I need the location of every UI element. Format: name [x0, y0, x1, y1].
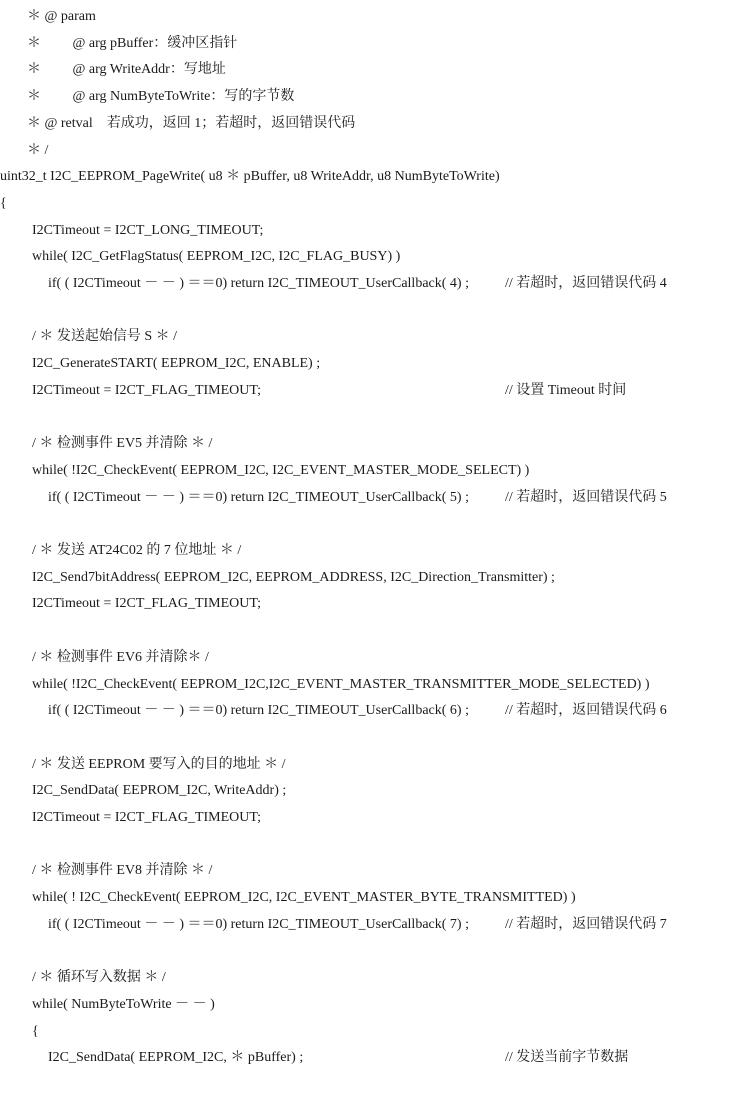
code-comment: // 若超时，返回错误代码 4 — [505, 276, 667, 291]
code-line: / ＊ 发送 EEPROM 要写入的目的地址 ＊ / — [32, 757, 286, 772]
code-line: ＊ @ arg pBuffer：缓冲区指针 — [20, 36, 238, 51]
code-line: while( !I2C_CheckEvent( EEPROM_I2C, I2C_EVENT_MASTER_MODE_SELECT) ) — [32, 463, 530, 478]
code-line: while( NumByteToWrite － － ) — [32, 997, 215, 1012]
code-line: ＊ @ arg WriteAddr：写地址 — [20, 62, 226, 77]
code-line: I2C_SendData( EEPROM_I2C, ＊ pBuffer) ; — [48, 1050, 304, 1065]
code-line: / ＊ 发送起始信号 S ＊ / — [32, 329, 178, 344]
code-line: while( ! I2C_CheckEvent( EEPROM_I2C, I2C_EVENT_MASTER_BYTE_TRANSMITTED) ) — [32, 890, 576, 905]
code-line: ＊ @ param — [20, 9, 96, 24]
code-line: { — [0, 196, 7, 211]
code-line: I2C_GenerateSTART( EEPROM_I2C, ENABLE) ; — [32, 356, 321, 371]
code-line: if( ( I2CTimeout － － ) ＝＝0) return I2C_TIMEOUT_UserCallback( 4) ; — [48, 276, 469, 291]
code-line: while( !I2C_CheckEvent( EEPROM_I2C,I2C_EVENT_MASTER_TRANSMITTER_MODE_SELECTED) ) — [32, 677, 650, 692]
code-comment: // 设置 Timeout 时间 — [505, 383, 627, 398]
code-line: while( I2C_GetFlagStatus( EEPROM_I2C, I2C_FLAG_BUSY) ) — [32, 249, 401, 264]
code-line: uint32_t I2C_EEPROM_PageWrite( u8 ＊ pBuffer, u8 WriteAddr, u8 NumByteToWrite) — [0, 169, 500, 184]
code-comment: // 若超时，返回错误代码 6 — [505, 703, 667, 718]
code-line: if( ( I2CTimeout － － ) ＝＝0) return I2C_TIMEOUT_UserCallback( 5) ; — [48, 490, 469, 505]
code-comment: // 发送当前字节数据 — [505, 1050, 629, 1065]
code-line: I2CTimeout = I2CT_FLAG_TIMEOUT; — [32, 810, 262, 825]
code-line: I2CTimeout = I2CT_FLAG_TIMEOUT; — [32, 383, 262, 398]
code-line: I2C_SendData( EEPROM_I2C, WriteAddr) ; — [32, 783, 287, 798]
code-line: if( ( I2CTimeout － － ) ＝＝0) return I2C_TIMEOUT_UserCallback( 6) ; — [48, 703, 469, 718]
code-line: if( ( I2CTimeout － － ) ＝＝0) return I2C_TIMEOUT_UserCallback( 7) ; — [48, 917, 469, 932]
code-comment: // 若超时，返回错误代码 5 — [505, 490, 667, 505]
code-line: I2CTimeout = I2CT_FLAG_TIMEOUT; — [32, 596, 262, 611]
code-line: ＊ / — [20, 143, 49, 158]
code-line: / ＊ 发送 AT24C02 的 7 位地址 ＊ / — [32, 543, 242, 558]
code-comment: // 若超时，返回错误代码 7 — [505, 917, 667, 932]
code-line: ＊ @ arg NumByteToWrite：写的字节数 — [20, 89, 295, 104]
code-line: / ＊ 检测事件 EV8 并清除 ＊ / — [32, 863, 213, 878]
code-line: / ＊ 循环写入数据 ＊ / — [32, 970, 166, 985]
code-line: I2CTimeout = I2CT_LONG_TIMEOUT; — [32, 223, 264, 238]
code-line: ＊ @ retval 若成功，返回 1；若超时，返回错误代码 — [20, 116, 356, 131]
code-line: { — [32, 1024, 39, 1039]
code-line: I2C_Send7bitAddress( EEPROM_I2C, EEPROM_ADDRESS, I2C_Direction_Transmitter) ; — [32, 570, 555, 585]
code-line: / ＊ 检测事件 EV6 并清除＊ / — [32, 650, 209, 665]
code-line: / ＊ 检测事件 EV5 并清除 ＊ / — [32, 436, 213, 451]
